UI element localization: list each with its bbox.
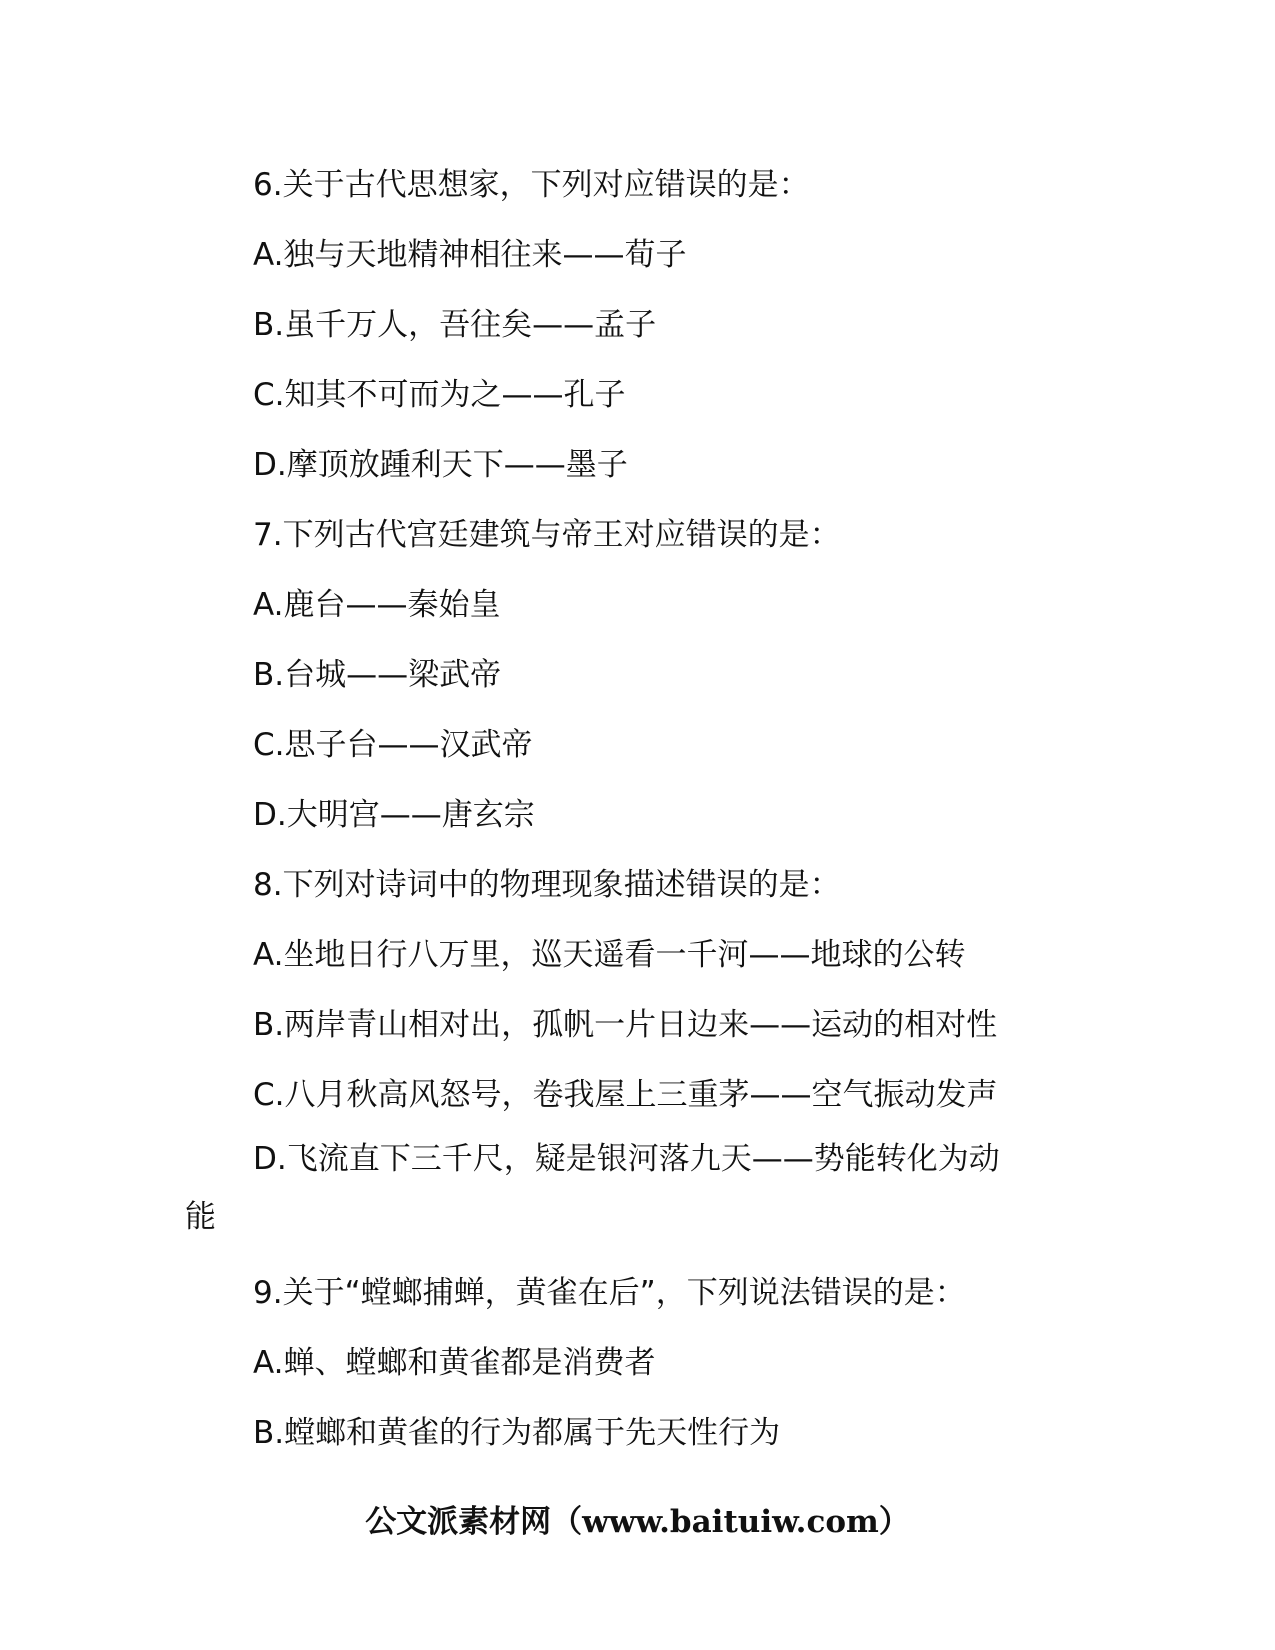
question-6-option-d: D.摩顶放踵利天下——墨子 [253, 447, 628, 483]
question-7-stem: 7.下列古代宫廷建筑与帝王对应错误的是： [253, 517, 841, 553]
question-8-option-b: B.两岸青山相对出，孤帆一片日边来——运动的相对性 [253, 1007, 998, 1043]
question-7-option-c: C.思子台——汉武帝 [253, 727, 533, 763]
question-7-option-d: D.大明宫——唐玄宗 [253, 797, 535, 833]
question-7-option-b: B.台城——梁武帝 [253, 657, 502, 693]
question-9-option-a: A.蝉、螳螂和黄雀都是消费者 [253, 1345, 656, 1381]
question-8-option-a: A.坐地日行八万里，巡天遥看一千河——地球的公转 [253, 937, 966, 973]
question-9-option-b: B.螳螂和黄雀的行为都属于先天性行为 [253, 1415, 781, 1451]
question-6-option-b: B.虽千万人，吾往矣——孟子 [253, 307, 657, 343]
question-6-stem: 6.关于古代思想家，下列对应错误的是： [253, 167, 810, 203]
question-6-option-c: C.知其不可而为之——孔子 [253, 377, 626, 413]
question-8-option-d-continuation: 能 [185, 1199, 216, 1235]
question-9-stem: 9.关于“螳螂捕蝉，黄雀在后”，下列说法错误的是： [253, 1275, 966, 1311]
question-6-option-a: A.独与天地精神相往来——荀子 [253, 237, 687, 273]
question-list [185, 150, 1085, 1468]
question-8-stem: 8.下列对诗词中的物理现象描述错误的是： [253, 867, 841, 903]
question-8-option-d: D.飞流直下三千尺，疑是银河落九天——势能转化为动 [253, 1141, 1000, 1177]
question-8-option-c: C.八月秋高风怒号，卷我屋上三重茅——空气振动发声 [253, 1077, 998, 1113]
footer-watermark: 公文派素材网（www.baituiw.com） [365, 1504, 910, 1540]
question-7-option-a: A.鹿台——秦始皇 [253, 587, 501, 623]
